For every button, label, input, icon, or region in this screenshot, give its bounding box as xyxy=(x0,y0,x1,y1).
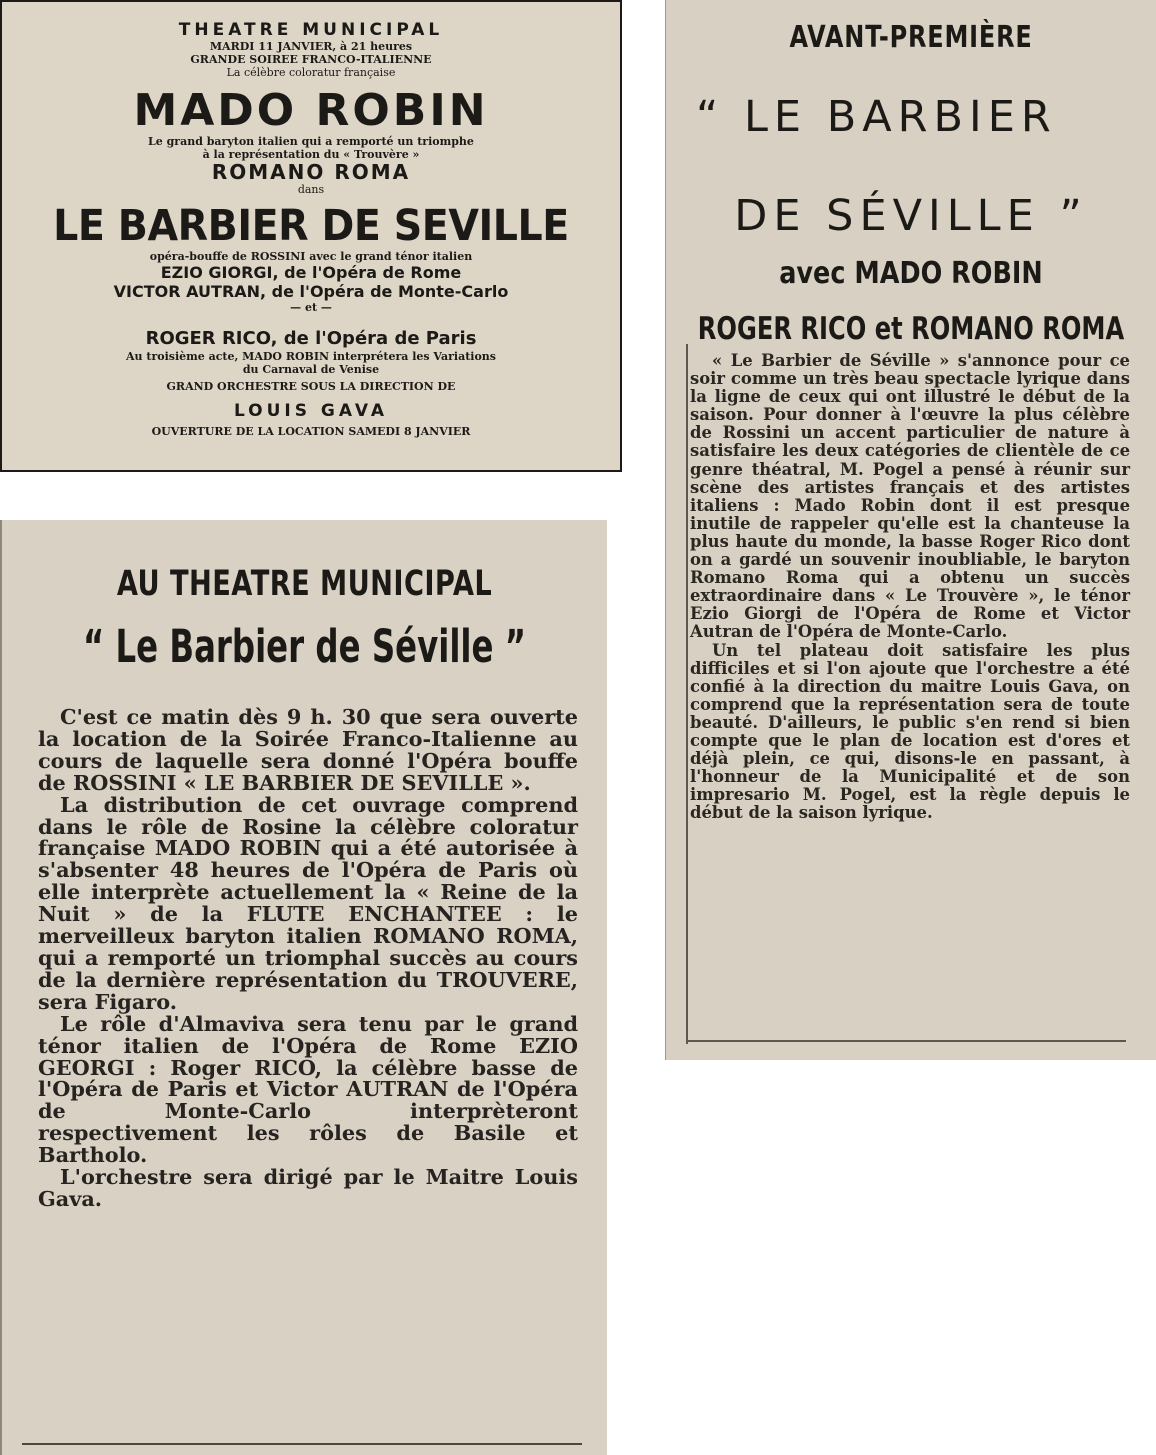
clipping-theatre-municipal xyxy=(0,520,607,1455)
ad-intro-robin: La célèbre coloratur française xyxy=(226,66,396,79)
ad-location: OUVERTURE DE LA LOCATION SAMEDI 8 JANVIER xyxy=(151,425,471,438)
ad-orchestre: GRAND ORCHESTRE SOUS LA DIRECTION DE xyxy=(166,380,456,393)
ad-cast-autran: VICTOR AUTRAN, de l'Opéra de Monte-Carlo xyxy=(113,282,509,301)
ad-star-roma: ROMANO ROMA xyxy=(211,160,411,184)
avant-avec: avec MADO ROBIN xyxy=(779,256,1043,291)
avant-body xyxy=(690,352,1130,822)
ad-intro-roma-1: Le grand baryton italien qui a remporté un triomphe xyxy=(148,135,474,148)
clipping-avant-premiere xyxy=(665,0,1156,1060)
ad-dans: dans xyxy=(297,183,325,196)
ad-et: — et — xyxy=(290,301,332,314)
theatre-kicker: AU THEATRE MUNICIPAL xyxy=(116,564,493,604)
theatre-body xyxy=(38,706,578,1210)
theatre-paragraph-3: Le rôle d'Almaviva sera tenu par le grand ténor italien de l'Opéra de Rome EZIO GEORGI : Roger RICO, la célèbre basse de l'Opéra de Paris et Victor AUTRAN de l'Opéra de Monte-Carlo interprèteront respectivement les rôles de Basile et Bartholo. xyxy=(38,1010,578,1168)
ad-date: MARDI 11 JANVIER, à 21 heures xyxy=(209,40,413,53)
theatre-paragraph-4: L'orchestre sera dirigé par le Maitre Louis Gava. xyxy=(38,1164,578,1211)
ad-opera-title: LE BARBIER DE SEVILLE xyxy=(53,201,569,251)
column-rule xyxy=(686,344,688,1044)
clipping-advertisement xyxy=(0,0,622,472)
ad-intro-roma-2: à la représentation du « Trouvère » xyxy=(202,148,420,161)
ad-conductor: LOUIS GAVA xyxy=(233,401,389,421)
avant-stars: ROGER RICO et ROMANO ROMA xyxy=(697,311,1125,347)
bottom-rule xyxy=(22,1443,582,1445)
bottom-rule xyxy=(686,1040,1126,1042)
theatre-title: “ Le Barbier de Séville ” xyxy=(82,620,527,673)
ad-soiree: GRANDE SOIREE FRANCO-ITALIENNE xyxy=(190,53,432,66)
avant-paragraph-2: Un tel plateau doit satisfaire les plus difficiles et si l'on ajoute que l'orchestre a été confié à la direction du maitre Louis Gava, on comprend que la représentation sera de toute beauté. D'ailleurs, le public s'en rend si bien compte que le plan de location est d'ores et déjà plein, ce qui, disons-le en passant, à l'honneur de la Municipalité et de son impresario M. Pogel, est la règle depuis le début de la saison lyrique. xyxy=(690,640,1130,823)
ad-description: opéra-bouffe de ROSSINI avec le grand ténor italien xyxy=(149,250,473,263)
avant-kicker: AVANT-PREMIÈRE xyxy=(789,20,1033,55)
theatre-paragraph-1: C'est ce matin dès 9 h. 30 que sera ouverte la location de la Soirée Franco-Italienne au cours de laquelle sera donné l'Opéra bouffe de ROSSINI « LE BARBIER DE SEVILLE ». xyxy=(38,704,578,795)
ad-note-1: Au troisième acte, MADO ROBIN interprétera les Variations xyxy=(126,350,496,363)
ad-star-robin: MADO ROBIN xyxy=(133,85,489,136)
ad-venue: THEATRE MUNICIPAL xyxy=(178,20,444,40)
avant-title-line1: “ LE BARBIER xyxy=(696,92,1057,142)
ad-cast-rico: ROGER RICO, de l'Opéra de Paris xyxy=(145,328,477,349)
ad-cast-giorgi: EZIO GIORGI, de l'Opéra de Rome xyxy=(160,263,462,282)
avant-paragraph-1: « Le Barbier de Séville » s'annonce pour ce soir comme un très beau spectacle lyrique dans la ligne de ceux qui ont illustré le début de la saison. Pour donner à l'œuvre la plus célèbre de Rossini un accent particulier de nature à satisfaire les deux catégories de clientèle de ce genre théatral, M. Pogel a pensé à réunir sur scène des artistes français et des artistes italiens : Mado Robin dont il est presque inutile de rappeler qu'elle est la chanteuse la plus haute du monde, la basse Roger Rico dont on a gardé un souvenir inoubliable, le baryton Romano Roma qui a obtenu un succès extraordinaire dans « Le Trouvère », le ténor Ezio Giorgi de l'Opéra de Rome et Victor Autran de l'Opéra de Monte-Carlo. xyxy=(690,351,1130,642)
theatre-paragraph-2: La distribution de cet ouvrage comprend dans le rôle de Rosine la célèbre coloratur française MADO ROBIN qui a été autorisée à s'absenter 48 heures de l'Opéra de Paris où elle interprète actuellement la « Reine de la Nuit » de la FLUTE ENCHANTEE : le merveilleux baryton italien ROMANO ROMA, qui a remporté un triomphal succès au cours de la dernière représentation du TROUVERE, sera Figaro. xyxy=(38,791,578,1014)
ad-note-2: du Carnaval de Venise xyxy=(242,363,380,376)
avant-title-line2: DE SÉVILLE ” xyxy=(734,191,1088,241)
